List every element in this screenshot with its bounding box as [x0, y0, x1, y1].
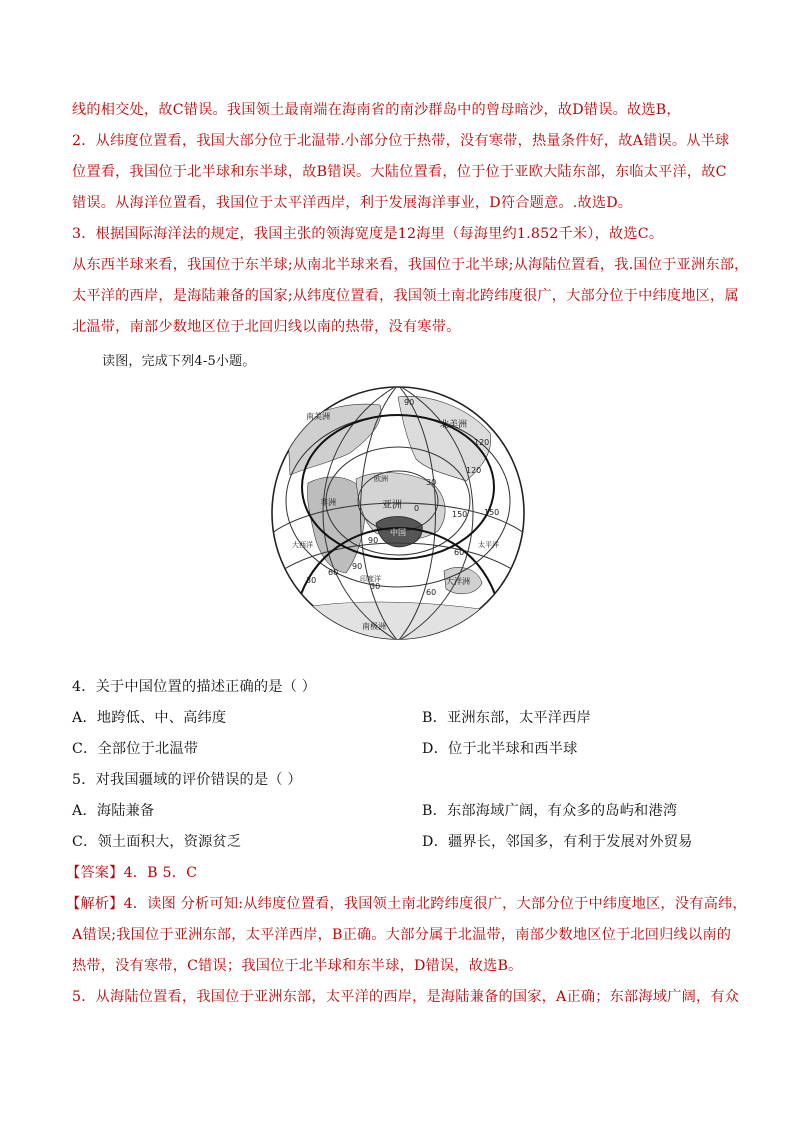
- degree-label: 60: [426, 588, 437, 597]
- analysis-line-1: [66, 894, 746, 914]
- label-asia: 亚洲: [382, 500, 402, 511]
- analysis-prev-line-3: 位置看，我国位于北半球和东半球，故B错误。大陆位置看，位于位于亚欧大陆东部，东临太平洋，故C: [72, 164, 727, 180]
- q4-option-c[interactable]: C．全部位于北温带: [72, 741, 199, 757]
- q5-option-b[interactable]: B．东部海域广阔，有众多的岛屿和港湾: [422, 803, 678, 819]
- q4-option-row-2: [72, 739, 752, 759]
- analysis-prev-line-7: 太平洋的西岸，是海陆兼备的国家;从纬度位置看，我国领土南北跨纬度很广，大部分位于中纬度地区，属: [72, 288, 739, 304]
- label-antarctica: 南极洲: [362, 622, 386, 631]
- degree-label: 90: [404, 398, 415, 407]
- q5-option-a[interactable]: A．海陆兼备: [72, 803, 155, 819]
- label-oceania: 大洋洲: [446, 577, 470, 586]
- q4-option-d[interactable]: D．位于北半球和西半球: [422, 741, 578, 757]
- analysis-prev-line-8: 北温带，南部少数地区位于北回归线以南的热带，没有寒带。: [72, 319, 461, 335]
- analysis-prev-line-1: 线的相交处，故C错误。我国领土最南端在海南省的南沙群岛中的曾母暗沙，故D错误。故选B，: [72, 102, 681, 118]
- degree-label: 120: [474, 438, 490, 447]
- degree-label: 90: [368, 536, 379, 545]
- analysis-line-3: 热带，没有寒带，C错误；我国位于北半球和东半球，D错误，故选B。: [72, 958, 523, 974]
- degree-label: 150: [452, 510, 468, 519]
- degree-label: 150: [484, 508, 500, 517]
- q4-stem: 4．关于中国位置的描述正确的是（ ）: [72, 679, 317, 695]
- q5-option-c[interactable]: C．领土面积大，资源贫乏: [72, 834, 242, 850]
- label-pacific: 太平洋: [478, 541, 499, 549]
- degree-label: 0: [414, 504, 420, 513]
- degree-label: 60: [454, 548, 465, 557]
- q5-option-row-2: [72, 832, 752, 852]
- analysis-prev-line-5: 3．根据国际海洋法的规定，我国主张的领海宽度是12海里（每海里约1.852千米），故选C。: [72, 226, 664, 242]
- analysis-line-2: A错误;我国位于亚洲东部，太平洋西岸，B正确。大部分属于北温带，南部少数地区位于北回归线以南的: [72, 927, 732, 943]
- q5-option-d[interactable]: D．疆界长，邻国多，有利于发展对外贸易: [422, 834, 693, 850]
- q4-option-row-1: [72, 708, 752, 728]
- globe-map: [268, 383, 528, 643]
- label-china: 中国: [390, 528, 406, 537]
- q5-stem: 5．对我国疆域的评价错误的是（ ）: [72, 772, 302, 788]
- degree-label: 30: [370, 582, 381, 591]
- label-south-america: 南美洲: [306, 412, 330, 421]
- answer-tag: 【答案】: [66, 865, 124, 881]
- answer-line: [66, 863, 746, 883]
- degree-label: 90: [352, 562, 363, 571]
- label-north-america: 北美洲: [440, 420, 468, 430]
- analysis-tag: 【解析】: [66, 896, 124, 912]
- label-atlantic: 大西洋: [292, 541, 313, 549]
- analysis-prev-line-2: 2．从纬度位置看，我国大部分位于北温带.小部分位于热带，没有寒带，热量条件好，故A错误。从半球: [72, 133, 730, 149]
- label-africa: 非洲: [320, 498, 336, 507]
- label-europe: 欧洲: [374, 475, 388, 483]
- q4-option-a[interactable]: A．地跨低、中、高纬度: [72, 710, 227, 726]
- degree-label: 60: [328, 568, 339, 577]
- instruction: 读图，完成下列4-5小题。: [102, 354, 256, 369]
- degree-label: 120: [466, 466, 482, 475]
- degree-label: 30: [426, 478, 437, 487]
- degree-label: 30: [306, 576, 317, 585]
- answer-text: 4．B 5．C: [123, 865, 198, 881]
- analysis-prev-line-4: 错误。从海洋位置看，我国位于太平洋西岸，利于发展海洋事业，D符合题意。.故选D。: [72, 195, 633, 211]
- q4-option-b[interactable]: B．亚洲东部，太平洋西岸: [422, 710, 591, 726]
- analysis-text-1: 4．读图 分析可知:从纬度位置看，我国领土南北跨纬度很广，大部分位于中纬度地区，没有高纬，: [123, 896, 747, 912]
- analysis-line-4: 5．从海陆位置看，我国位于亚洲东部，太平洋的西岸，是海陆兼备的国家，A正确；东部海域广阔，有众: [72, 989, 740, 1005]
- analysis-prev-line-6: 从东西半球来看，我国位于东半球;从南北半球来看，我国位于北半球;从海陆位置看，我.国位于亚洲东部，: [72, 257, 749, 273]
- label-indian: 印度洋: [360, 575, 381, 583]
- q5-option-row-1: [72, 801, 752, 821]
